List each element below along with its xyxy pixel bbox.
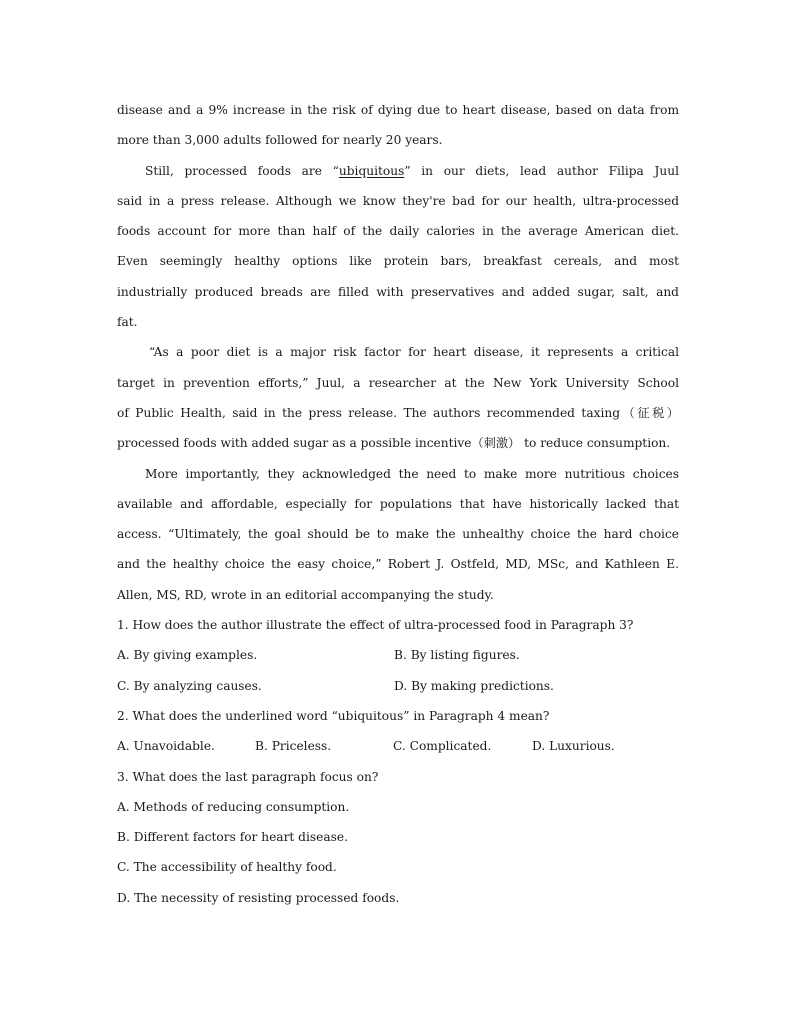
p2-line-3: foods account for more than half of the daily calories in the average American diet. bbox=[117, 224, 679, 239]
p2-line-6: fat. bbox=[117, 315, 138, 330]
question-3-option-d: D. The necessity of resisting processed foods. bbox=[117, 890, 400, 905]
p4-line-3: access. “Ultimately, the goal should be to make the unhealthy choice the hard choice bbox=[117, 527, 679, 542]
question-3-option-b: B. Different factors for heart disease. bbox=[117, 830, 348, 845]
question-3-option-c: C. The accessibility of healthy food. bbox=[117, 860, 337, 875]
document-page bbox=[117, 95, 679, 913]
question-2-option-d: D. Luxurious. bbox=[532, 739, 615, 754]
p4-line-1: More importantly, they acknowledged the need to make more nutritious choices bbox=[145, 466, 679, 481]
question-2-stem: 2. What does the underlined word “ubiquitous” in Paragraph 4 mean? bbox=[117, 708, 550, 723]
p1-line-1: disease and a 9% increase in the risk of dying due to heart disease, based on data from bbox=[117, 103, 679, 117]
underlined-word: ubiquitous bbox=[338, 163, 405, 178]
p2-line-2: said in a press release. Although we know they're bad for our health, ultra-processed bbox=[117, 193, 679, 208]
question-2-option-a: A. Unavoidable. bbox=[117, 739, 215, 754]
p3-line-4: processed foods with added sugar as a possible incentive（刺激） to reduce consumption. bbox=[117, 436, 671, 451]
question-1-option-d: D. By making predictions. bbox=[394, 678, 554, 693]
question-1-option-a: A. By giving examples. bbox=[117, 648, 258, 663]
question-2-option-b: B. Priceless. bbox=[255, 739, 332, 754]
p2-line-1 bbox=[117, 156, 679, 186]
p4-line-2: available and affordable, especially for populations that have historically lacked that bbox=[117, 496, 679, 511]
question-1-option-c: C. By analyzing causes. bbox=[117, 678, 262, 693]
p3-line-3: of Public Health, said in the press release. The authors recommended taxing（征税） bbox=[117, 405, 679, 420]
question-1-options-row-2 bbox=[117, 671, 679, 701]
question-1-options-row-1 bbox=[117, 640, 679, 670]
p1-line-2: more than 3,000 adults followed for nearly 20 years. bbox=[117, 133, 443, 148]
question-3-stem: 3. What does the last paragraph focus on? bbox=[117, 769, 379, 784]
question-1-option-b: B. By listing figures. bbox=[394, 648, 520, 663]
p2-line-4: Even seemingly healthy options like protein bars, breakfast cereals, and most bbox=[117, 254, 679, 269]
p3-line-2: target in prevention efforts,” Juul, a researcher at the New York University School bbox=[117, 375, 679, 390]
p2-text-b: ” in our diets, lead author Filipa Juul bbox=[404, 163, 679, 178]
p2-line-5: industrially produced breads are filled with preservatives and added sugar, salt, and bbox=[117, 284, 679, 299]
question-1-stem: 1. How does the author illustrate the effect of ultra-processed food in Paragraph 3? bbox=[117, 618, 634, 633]
question-3-option-a: A. Methods of reducing consumption. bbox=[117, 799, 350, 814]
p4-line-4: and the healthy choice the easy choice,” Robert J. Ostfeld, MD, MSc, and Kathleen E. bbox=[117, 557, 679, 572]
p2-text-a: Still, processed foods are “ bbox=[145, 163, 339, 178]
question-2-options bbox=[117, 731, 679, 761]
p3-line-1: “As a poor diet is a major risk factor for heart disease, it represents a critical bbox=[149, 345, 679, 360]
question-2-option-c: C. Complicated. bbox=[393, 739, 492, 754]
p4-line-5: Allen, MS, RD, wrote in an editorial accompanying the study. bbox=[117, 587, 494, 602]
